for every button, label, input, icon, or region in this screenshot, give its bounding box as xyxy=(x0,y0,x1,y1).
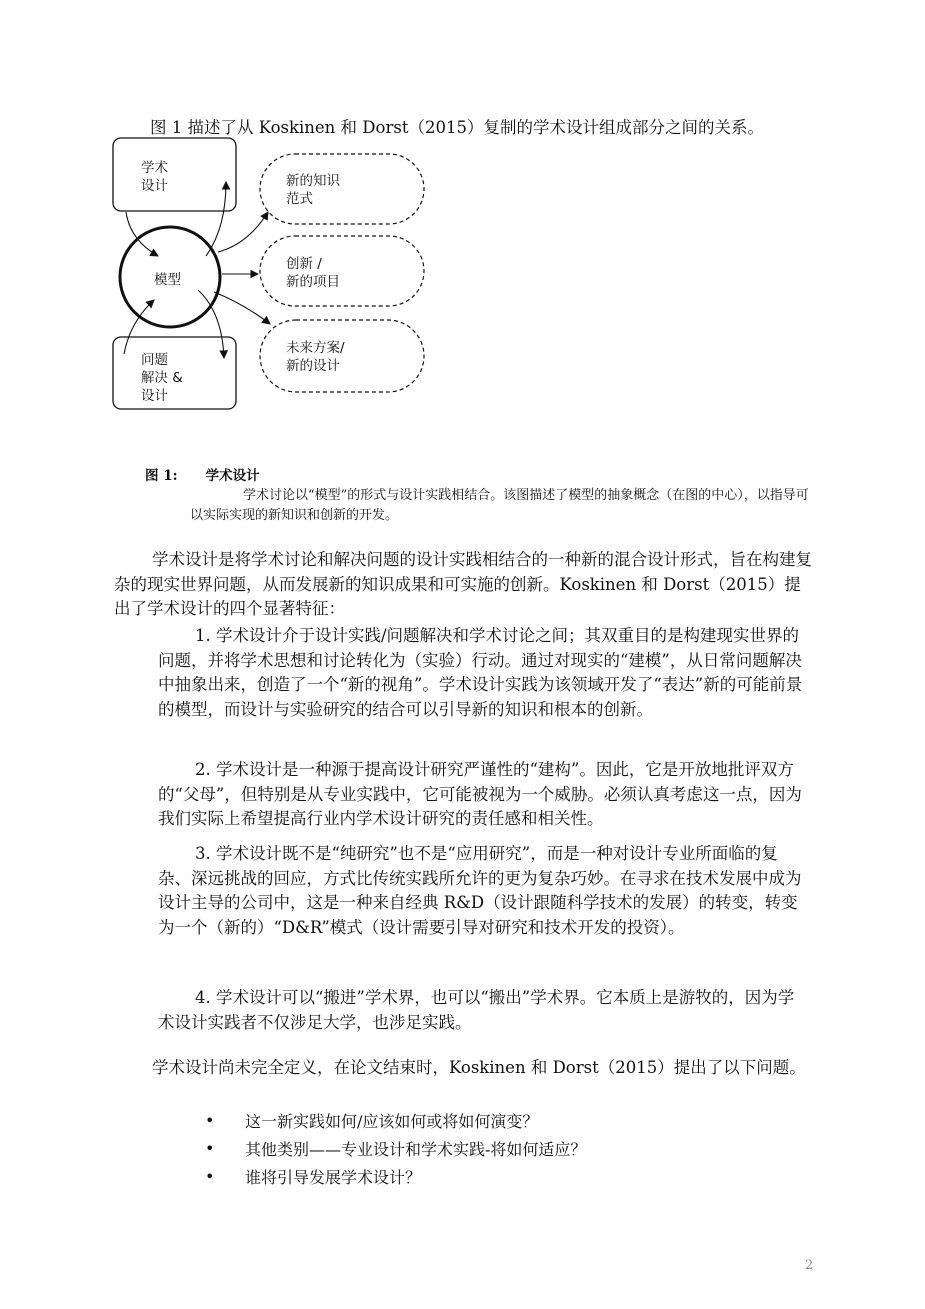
caption-title: 学术设计 xyxy=(205,468,260,484)
bullet-list xyxy=(205,1106,586,1190)
list-item-1: 1. 学术设计介于设计实践/问题解决和学术讨论之间；其双重目的是构建现实世界的问题，并将学术思想和讨论转化为（实验）行动。通过对现实的“建模”，从日常问题解决中抽象出来，创造了一个“新的视角”。学术设计实践为该领域开发了“表达”新的可能前景的模型，而设计与实验研究的结合可以引导新的知识和根本的创新。 xyxy=(158,626,803,719)
caption-label: 图 1: xyxy=(145,468,178,484)
output-3-line-2: 新的设计 xyxy=(286,358,340,374)
bullet-item xyxy=(205,1162,586,1190)
arrow-model-to-future xyxy=(214,292,270,324)
arrow-model-to-knowledge xyxy=(218,212,268,252)
list-item-3: 3. 学术设计既不是“纯研究”也不是“应用研究”，而是一种对设计专业所面临的复杂、深远挑战的回应，方式比传统实践所允许的更为复杂巧妙。在寻求在技术发展中成为设计主导的公司中，这是一种来自经典 R&D（设计跟随科学技术的发展）的转变，转变为一个（新的）“D&R”模式（设计需要引导对研究和技术开发的投资）。 xyxy=(158,844,802,937)
output-2-line-2: 新的项目 xyxy=(286,274,340,290)
output-knowledge xyxy=(260,154,424,224)
bullet-item xyxy=(205,1106,586,1134)
output-3-line-1: 未来方案/ xyxy=(286,340,345,356)
box-bottom-line-2: 解决 & xyxy=(141,370,183,386)
bullet-symbol: • xyxy=(205,1138,215,1158)
output-1-line-1: 新的知识 xyxy=(286,173,340,189)
box-bottom-line-3: 设计 xyxy=(141,388,168,404)
figure-caption-body: 学术讨论以“模型”的形式与设计实践相结合。该图描述了模型的抽象概念（在图的中心），以指导可以实际实现的新知识和创新的开发。 xyxy=(190,488,809,523)
output-future xyxy=(260,320,424,392)
output-2-line-1: 创新 / xyxy=(286,256,322,272)
intro-sentence: 图 1 描述了从 Koskinen 和 Dorst（2015）复制的学术设计组成部分之间的关系。 xyxy=(150,118,764,137)
box-top-line-1: 学术 xyxy=(141,160,168,176)
paragraph-definition: 学术设计是将学术讨论和解决问题的设计实践相结合的一种新的混合设计形式，旨在构建复杂的现实世界问题，从而发展新的知识成果和可实施的创新。Koskinen 和 Dorst（2015）提出了学术设计的四个显著特征： xyxy=(114,550,812,618)
box-bottom-line-1: 问题 xyxy=(141,352,168,368)
bullet-symbol: • xyxy=(205,1110,215,1130)
output-innovation xyxy=(260,236,424,306)
list-item-2: 2. 学术设计是一种源于提高设计研究严谨性的“建构”。因此，它是开放地批评双方的“父母”，但特别是从专业实践中，它可能被视为一个威胁。必须认真考虑这一点，因为我们实际上希望提高行业内学术设计研究的责任感和相关性。 xyxy=(158,760,802,828)
box-top-line-2: 设计 xyxy=(141,178,168,194)
bullet-text: 谁将引导发展学术设计？ xyxy=(245,1167,422,1187)
bullet-text: 这一新实践如何/应该如何或将如何演变？ xyxy=(245,1111,539,1131)
list-item-4: 4. 学术设计可以“搬进”学术界，也可以“搬出”学术界。它本质上是游牧的，因为学术设计实践者不仅涉足大学，也涉足实践。 xyxy=(158,988,795,1032)
bullet-item xyxy=(205,1134,586,1162)
output-1-line-2: 范式 xyxy=(286,191,313,207)
bullet-text: 其他类别——专业设计和学术实践-将如何适应？ xyxy=(245,1139,587,1159)
model-label: 模型 xyxy=(154,272,181,288)
figure-academic-design-diagram xyxy=(108,132,438,417)
bullet-symbol: • xyxy=(205,1166,215,1186)
paragraph-open-questions: 学术设计尚未完全定义，在论文结束时，Koskinen 和 Dorst（2015）提出了以下问题。 xyxy=(152,1058,806,1077)
page-number: 2 xyxy=(805,1258,814,1273)
box-academic-design xyxy=(113,138,236,211)
figure-caption-heading xyxy=(145,464,260,484)
